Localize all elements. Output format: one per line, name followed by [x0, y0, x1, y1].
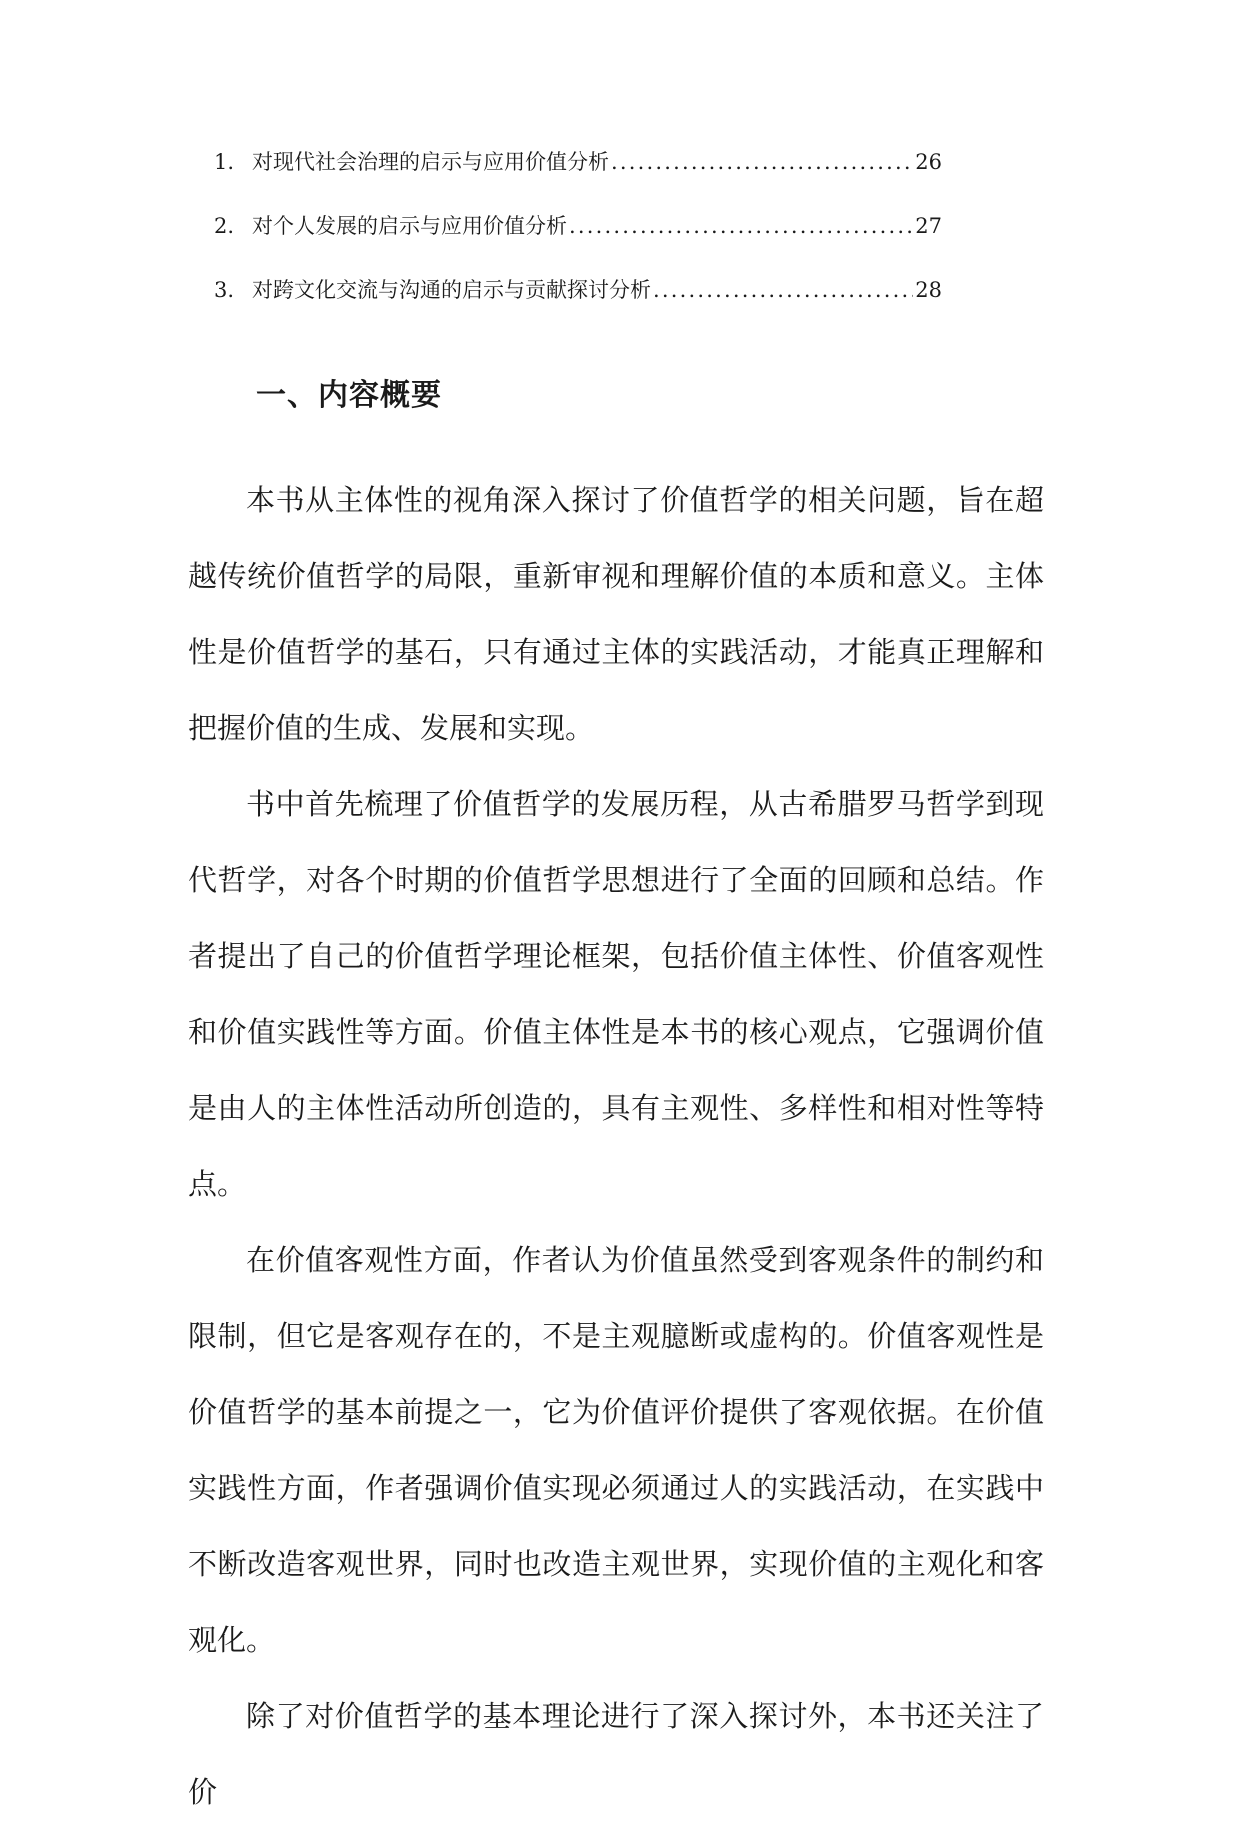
- toc-entry-number: 1.: [214, 150, 235, 174]
- body-paragraph: 在价值客观性方面，作者认为价值虽然受到客观条件的制约和限制，但它是客观存在的，不是主观臆断或虚构的。价值客观性是价值哲学的基本前提之一，它为价值评价提供了客观依据。在价值实践性方面，作者强调价值实现必须通过人的实践活动，在实践中不断改造客观世界，同时也改造主观世界，实现价值的主观化和客观化。: [188, 1243, 1044, 1657]
- toc-entry-page: 27: [915, 214, 942, 238]
- toc-dot-leader: [567, 211, 913, 241]
- toc-entry[interactable]: [214, 147, 942, 211]
- toc-entry-number: 2.: [214, 214, 235, 238]
- toc-dot-leader: [651, 275, 913, 305]
- toc-entry[interactable]: [214, 211, 942, 275]
- table-of-contents: [214, 147, 942, 339]
- section-heading: 一、内容概要: [256, 378, 442, 413]
- body-paragraph: 本书从主体性的视角深入探讨了价值哲学的相关问题，旨在超越传统价值哲学的局限，重新审视和理解价值的本质和意义。主体性是价值哲学的基石，只有通过主体的实践活动，才能真正理解和把握价值的生成、发展和实现。: [188, 483, 1044, 745]
- toc-entry-page: 28: [915, 278, 942, 302]
- toc-entry[interactable]: [214, 275, 942, 339]
- body-paragraph: 除了对价值哲学的基本理论进行了深入探讨外，本书还关注了价: [188, 1699, 1044, 1809]
- toc-dot-leader: [609, 147, 913, 177]
- toc-entry-number: 3.: [214, 278, 235, 302]
- toc-entry-page: 26: [915, 150, 942, 174]
- toc-entry-title: 对现代社会治理的启示与应用价值分析: [252, 150, 609, 174]
- body-paragraph: 书中首先梳理了价值哲学的发展历程，从古希腊罗马哲学到现代哲学，对各个时期的价值哲学思想进行了全面的回顾和总结。作者提出了自己的价值哲学理论框架，包括价值主体性、价值客观性和价值实践性等方面。价值主体性是本书的核心观点，它强调价值是由人的主体性活动所创造的，具有主观性、多样性和相对性等特点。: [188, 787, 1044, 1201]
- toc-entry-title: 对跨文化交流与沟通的启示与贡献探讨分析: [252, 278, 651, 302]
- section-body: [188, 462, 1044, 1830]
- toc-entry-title: 对个人发展的启示与应用价值分析: [252, 214, 567, 238]
